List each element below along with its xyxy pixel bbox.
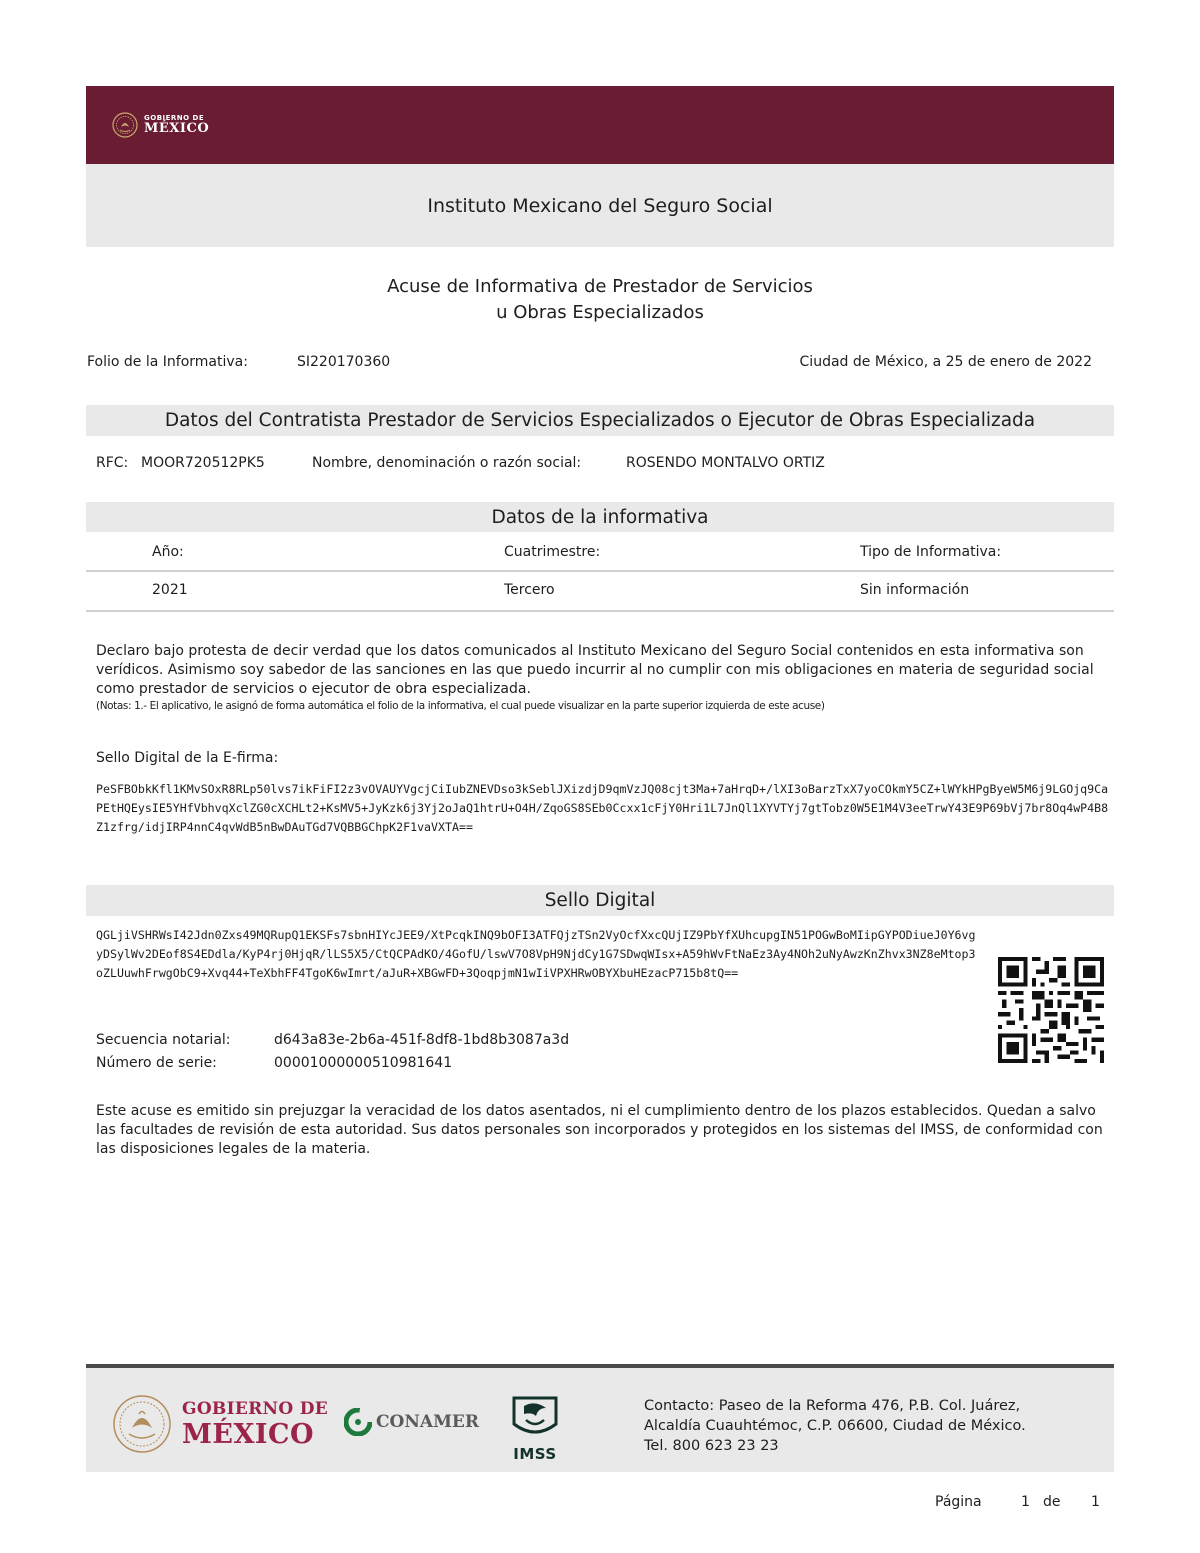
footer-gobierno-logo bbox=[112, 1394, 328, 1454]
efirma-label: Sello Digital de la E-firma: bbox=[96, 750, 279, 766]
contact-phone: Tel. 800 623 23 23 bbox=[644, 1438, 779, 1454]
page-of-label: de bbox=[1043, 1494, 1061, 1510]
contractor-section-header: Datos del Contratista Prestador de Servicios Especializados o Ejecutor de Obras Especializada bbox=[86, 405, 1114, 436]
gobierno-mexico-logo bbox=[112, 110, 212, 140]
informativa-section-header: Datos de la informativa bbox=[86, 502, 1114, 532]
page-number bbox=[935, 1494, 1100, 1510]
national-seal-icon bbox=[112, 112, 138, 138]
serial-value: 00001000000510981641 bbox=[274, 1055, 453, 1071]
informativa-header-row bbox=[86, 543, 1114, 572]
contact-line1: Contacto: Paseo de la Reforma 476, P.B. Col. Juárez, bbox=[644, 1398, 1021, 1414]
folio-value: SI220170360 bbox=[297, 354, 391, 370]
sello-digital-value: QGLjiVSHRWsI42Jdn0Zxs49MQRupQ1EKSFs7sbnHIYcJEE9/XtPcqkINQ9bOFI3ATFQjzTSn2VyOcfXxcQUjIZ9PbYfXUhcupgIN51POGwBoMIipGYPODiueJ0Y6vgyDSylWv2DEof8S4EDdla/KyP4rj0HjqR/lLS5X5/CtQCPAdKO/4GofU/lswV7O8VpH9NjdCy1G7SDwqWIsx+A59hWvFtNaEz3Ay4NOh2uNyAwzKnZhvx3NZ8eMtop3oZLUuwhFrwgObC9+Xvq44+TeXbhFF4TgoK6wImrt/aJuR+XBGwFD+3QoqpjmN1wIiVPXHRwOBYXbuHEzacP715b8tQ== bbox=[96, 928, 976, 980]
conamer-logo bbox=[344, 1408, 479, 1436]
document-title-line1: Acuse de Informativa de Prestador de Servicios bbox=[387, 276, 813, 297]
sello-digital-header: Sello Digital bbox=[86, 885, 1114, 916]
tipo-header: Tipo de Informativa: bbox=[860, 544, 1002, 560]
contact-info bbox=[644, 1396, 1026, 1456]
contractor-row bbox=[96, 455, 825, 471]
declaration-text: Declaro bajo protesta de decir verdad que los datos comunicados al Instituto Mexicano del Seguro Social contenidos en esta informativa son verídicos. Asimismo soy sabedor de las sanciones en las que puedo incurrir al no cumplir con mis obligaciones en materia de seguridad social como prestador de servicios o ejecutor de obra especializada. bbox=[96, 643, 1094, 697]
cuatrimestre-header: Cuatrimestre: bbox=[504, 544, 601, 560]
imss-text: IMSS bbox=[513, 1445, 557, 1463]
banner-logo-line1: GOBIERNO DE bbox=[144, 114, 205, 122]
imss-eagle-icon bbox=[508, 1394, 562, 1442]
declaration-note: (Notas: 1.- El aplicativo, le asignó de forma automática el folio de la informativa, el cual puede visualizar en la parte superior izquierda de este acuse) bbox=[96, 700, 825, 712]
rfc-value: MOOR720512PK5 bbox=[141, 455, 265, 471]
folio-label: Folio de la Informativa: bbox=[87, 354, 248, 370]
name-value: ROSENDO MONTALVO ORTIZ bbox=[626, 455, 825, 471]
name-label: Nombre, denominación o razón social: bbox=[312, 455, 582, 471]
contact-line2: Alcaldía Cuauhtémoc, C.P. 06600, Ciudad de México. bbox=[644, 1418, 1026, 1434]
year-value: 2021 bbox=[152, 582, 188, 598]
rfc-label: RFC: bbox=[96, 455, 129, 471]
sequence-value: d643a83e-2b6a-451f-8df8-1bd8b3087a3d bbox=[274, 1032, 570, 1048]
conamer-icon bbox=[344, 1408, 372, 1436]
national-seal-icon bbox=[112, 1394, 172, 1454]
serial-label: Número de serie: bbox=[96, 1055, 217, 1071]
sequence-label: Secuencia notarial: bbox=[96, 1032, 231, 1048]
institute-name: Instituto Mexicano del Seguro Social bbox=[86, 164, 1114, 247]
document-title bbox=[86, 274, 1114, 326]
place-date: Ciudad de México, a 25 de enero de 2022 bbox=[799, 354, 1092, 370]
page-current: 1 bbox=[1021, 1494, 1030, 1510]
informativa-value-row bbox=[86, 575, 1114, 612]
conamer-text: CONAMER bbox=[376, 1412, 479, 1432]
efirma-value: PeSFBObkKfl1KMvSOxR8RLp50lvs7ikFiFI2z3vOVAUYVgcjCiIubZNEVDso3kSeblJXizdjD9qmVzJQ08cjt3Ma+7aHrqD+/lXI3oBarzTxX7yoCOkmY5CZ+lWYkHPgByeW5M6j9LGOjq9CaPEtHQEysIE5YHfVbhvqXclZG0cXCHLt2+KsMV5+JyKzk6j3Yj2oJaQ1htrU+O4H/ZqoGS8SEb0Ccxx1cFjY0Hri1L7JnQl1XYVTYj7gtTobz0W5E1M4V3eeTrwY43E9P69bVj7br8Oq4wP4B8Z1zfrg/idjIRP4nnC4qvWdB5nBwDAuTGd7VQBBGChpK2F1vaVXTA== bbox=[96, 782, 1109, 834]
page-total: 1 bbox=[1091, 1494, 1100, 1510]
disclaimer-text: Este acuse es emitido sin prejuzgar la veracidad de los datos asentados, ni el cumplimiento dentro de los plazos establecidos. Quedan a salvo las facultades de revisión de esta autoridad. Sus datos personales son incorporados y protegidos en los sistemas del IMSS, de conformidad con las disposiciones legales de la materia. bbox=[96, 1103, 1103, 1157]
cuatrimestre-value: Tercero bbox=[504, 582, 555, 598]
footer-gob-line1: GOBIERNO DE bbox=[182, 1398, 328, 1419]
banner-logo-line2: MÉXICO bbox=[144, 121, 210, 136]
page-label: Página bbox=[935, 1494, 982, 1510]
tipo-value: Sin información bbox=[860, 582, 970, 598]
qr-code-icon bbox=[998, 957, 1104, 1063]
footer-gob-line2: MÉXICO bbox=[182, 1418, 315, 1450]
header-banner bbox=[86, 86, 1114, 164]
document-title-line2: u Obras Especializados bbox=[496, 302, 704, 323]
imss-logo bbox=[508, 1394, 562, 1463]
year-header: Año: bbox=[152, 544, 184, 560]
